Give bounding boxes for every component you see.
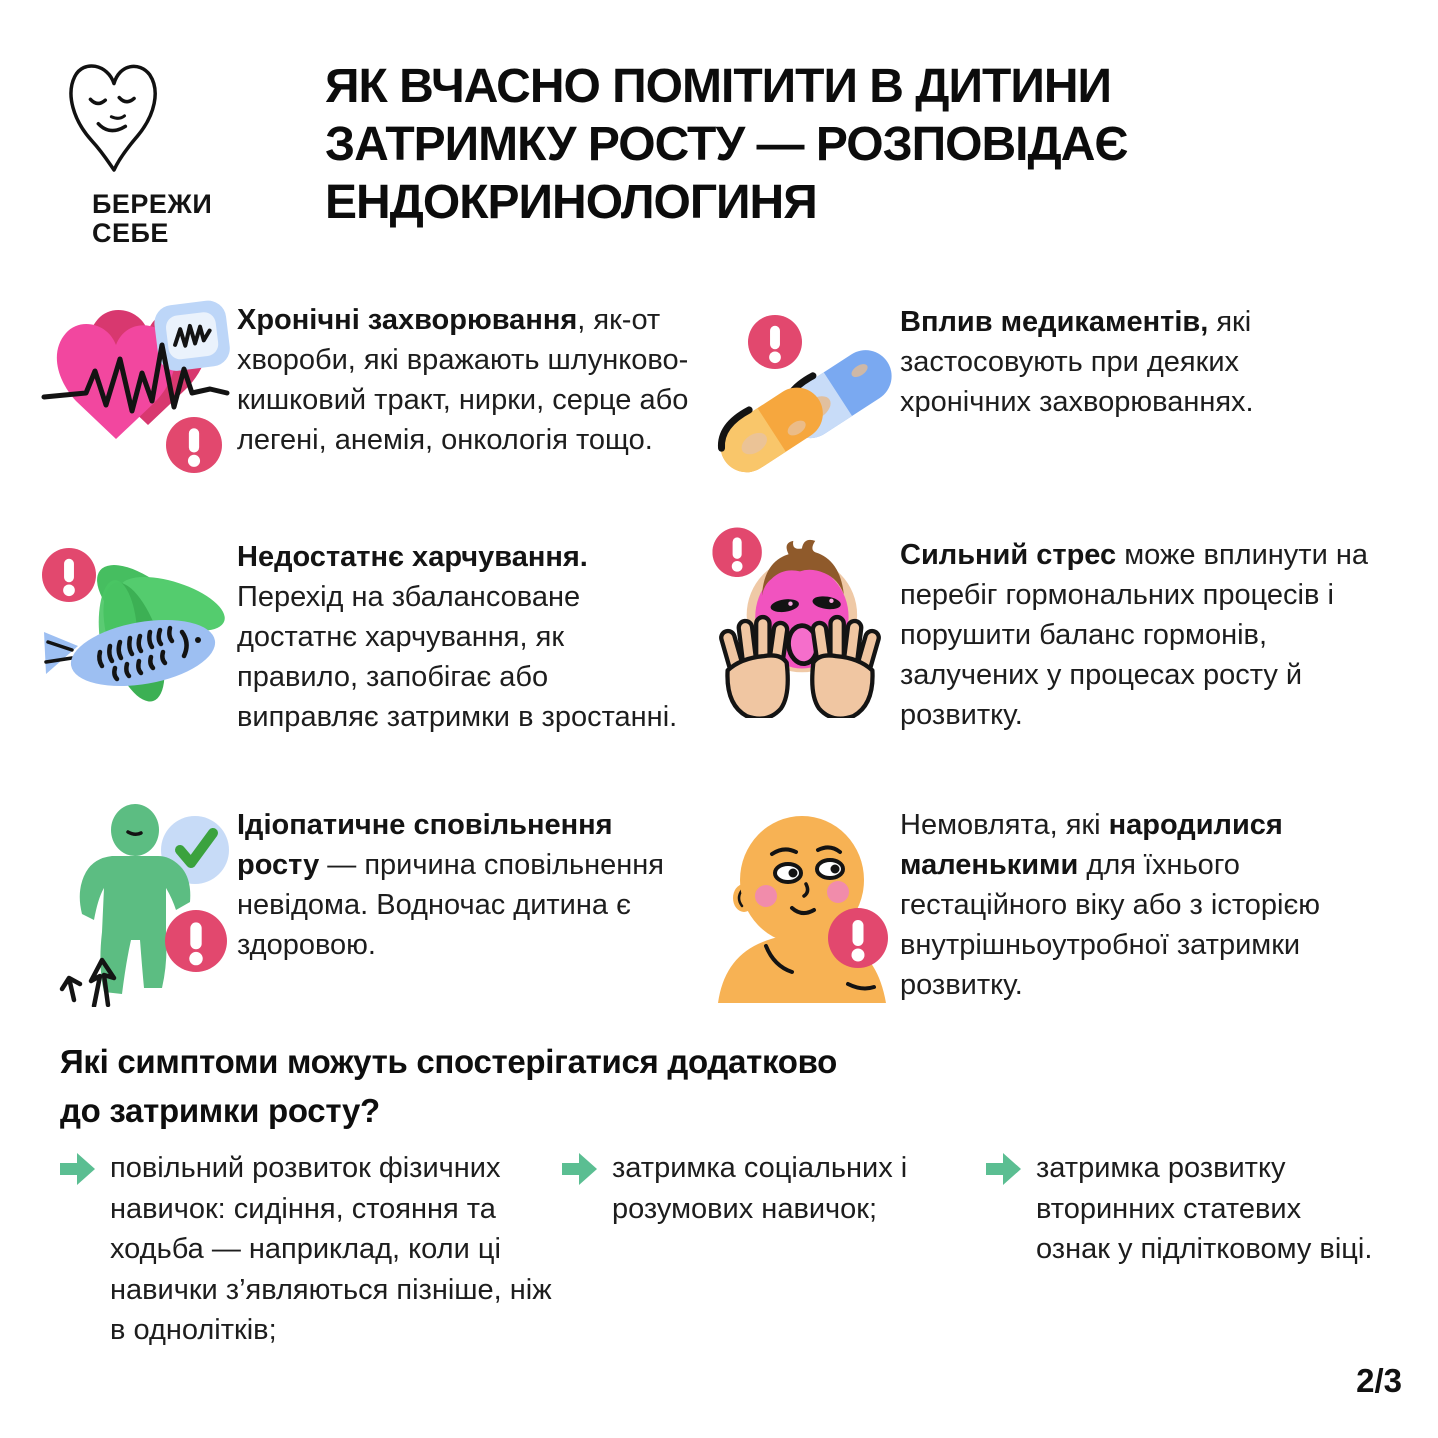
cause-lead: Вплив медикаментів, (900, 306, 1209, 338)
cause-body: , як-от хвороби, які вражають шлунково-кишковий тракт, нирки, серце або легені, анемія, онкологія тощо. (237, 304, 689, 457)
symptom-text: повільний розвиток фізичних навичок: сидіння, стояння та ходьба — наприклад, коли ці навички з’являються пізніше, ніж в однолітків; (110, 1152, 552, 1347)
page-title-line: ЯК ВЧАСНО ПОМІТИТИ В ДИТИНИ (325, 60, 1111, 113)
brand-logo (60, 50, 290, 248)
heart-face-logo-icon (66, 50, 162, 180)
cause-lead: Хронічні захворювання (237, 304, 578, 336)
logo-wordmark (92, 190, 290, 248)
stressed-face-illustration (700, 518, 900, 718)
symptoms-heading-line: Які симптоми можуть спостерігатися додатково (60, 1043, 838, 1080)
symptom-text: затримка розвитку вторинних статевих ознак у підлітковому віці. (1036, 1152, 1373, 1266)
logo-wordmark-line: СЕБЕ (92, 218, 169, 249)
cause-body: для їхнього гестаційного віку або з історією внутрішньоутробної затримки розвитку. (900, 849, 1321, 1002)
symptom-text: затримка соціальних і розумових навичок; (612, 1152, 908, 1225)
cause-item-text (237, 537, 693, 737)
exclamation-icon (166, 417, 222, 473)
growth-figure-illustration (38, 792, 233, 1007)
cause-lead: Сильний стрес (900, 539, 1117, 571)
symptoms-heading-line: до затримки росту? (60, 1091, 380, 1129)
cause-body: — причина сповільнення невідома. Водночас дитина є здоровою. (237, 849, 664, 962)
fish-greens-illustration (30, 520, 230, 720)
page-title-line: ЗАТРИМКУ РОСТУ — РОЗПОВІДАЄ (325, 118, 1128, 172)
cause-body: Перехід на збалансоване достатнє харчування, як правило, запобігає або виправляє затримки в зростанні. (237, 581, 678, 734)
exclamation-icon (712, 528, 762, 578)
cause-body: може вплинути на перебіг гормональних процесів і порушити баланс гормонів, залучених у процесах росту й розвитку. (900, 539, 1368, 732)
arrow-right-icon (562, 1152, 598, 1186)
cause-item-text (900, 302, 1378, 422)
cause-item-text (237, 300, 693, 460)
cause-lead: Ідіопатичне сповільнення росту (237, 809, 613, 882)
arrow-right-icon (60, 1152, 96, 1186)
heart-ecg-illustration (40, 293, 230, 483)
symptoms-heading (60, 1038, 837, 1136)
exclamation-icon (828, 908, 888, 968)
cause-item-text (900, 535, 1378, 735)
cause-lead: народилися маленькими (900, 809, 1283, 882)
cause-item-text (237, 805, 693, 965)
logo-wordmark-line: БЕРЕЖИ (92, 189, 213, 219)
pills-illustration (708, 293, 898, 483)
cause-item-text (900, 805, 1392, 1005)
symptom-list-item (562, 1148, 948, 1229)
cause-body: Немовлята, які (900, 809, 1109, 841)
page-title (325, 58, 1415, 232)
symptom-list-item (986, 1148, 1382, 1270)
exclamation-icon (165, 910, 227, 972)
page-number: 2/3 (1356, 1362, 1402, 1399)
symptom-list-item (60, 1148, 565, 1351)
baby-illustration (700, 788, 900, 1003)
exclamation-icon (748, 315, 802, 369)
arrow-right-icon (986, 1152, 1022, 1186)
page-title-line: ЕНДОКРИНОЛОГИНЯ (325, 176, 817, 230)
cause-lead: Недостатнє харчування. (237, 541, 588, 573)
cause-body: які застосовують при деяких хронічних захворюваннях. (900, 306, 1254, 419)
exclamation-icon (42, 548, 96, 602)
